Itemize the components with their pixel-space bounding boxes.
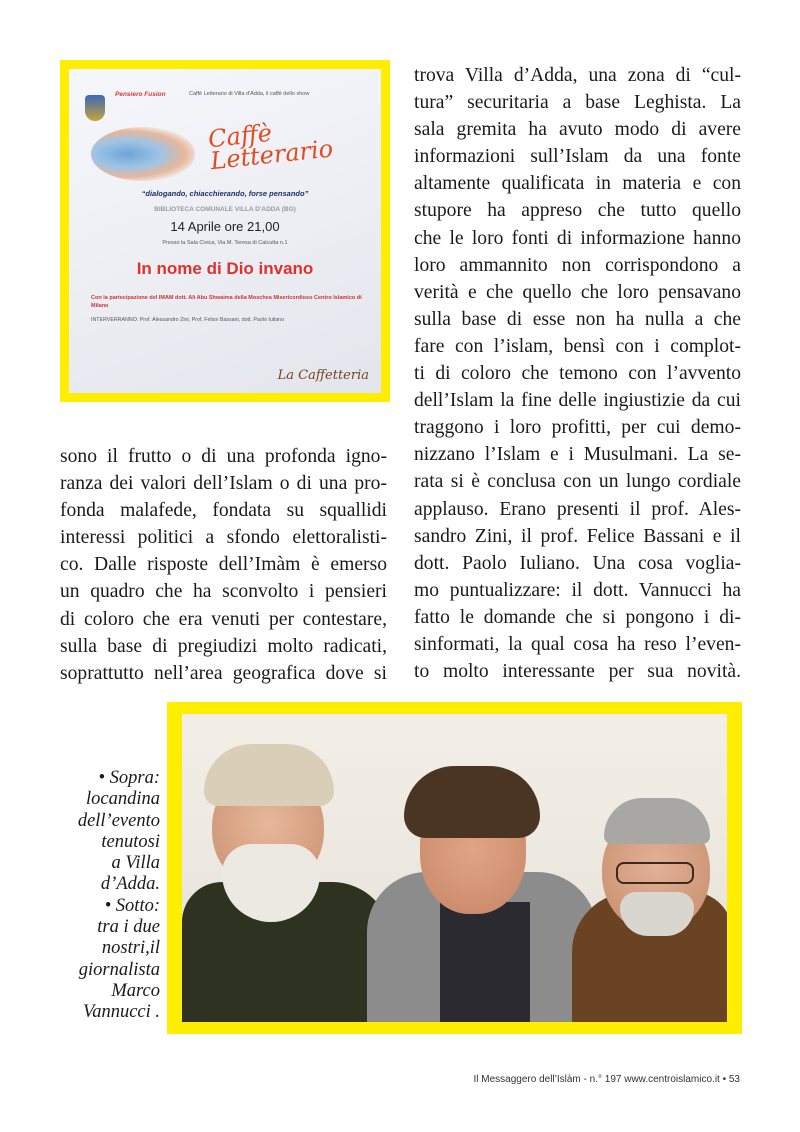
poster-brand: Pensiero Fusion (115, 91, 166, 98)
poster-address: Presso la Sala Civica, Via M. Teresa di Calcutta n.1 (162, 240, 288, 246)
group-photo (182, 714, 727, 1022)
poster-tagline: “dialogando, chiacchierando, forse pensando” (141, 189, 309, 198)
caption-line: d’Adda. (100, 874, 160, 895)
caption-line: • Sotto: (104, 895, 160, 916)
person-left-cap (204, 744, 334, 806)
poster-date: 14 Aprile ore 21,00 (170, 219, 280, 234)
article-line: un quadro che ha sconvolto i pensieri (60, 581, 387, 603)
article-line: mo puntualizzare: il dott. Vannucci ha (414, 579, 741, 601)
article-line: che le loro fonti di informazione hanno (414, 227, 741, 249)
town-crest-icon (85, 95, 105, 121)
poster-event-title: In nome di Dio invano (136, 259, 314, 278)
article-line: soprattutto nell’area geografica dove si (60, 662, 387, 684)
article-line: fatto le domande che si pongono i di- (414, 606, 741, 628)
article-right-column (414, 62, 741, 685)
article-line: sulla base di pregiudizi molto radicati, (60, 635, 387, 657)
article-line: sono il frutto o di una profonda igno- (60, 446, 387, 467)
article-line: verità e che quello che loro pensavano (414, 281, 741, 303)
poster-venue: BIBLIOTECA COMUNALE VILLA D'ADDA (BG) (154, 206, 296, 213)
caption-line: locandina (86, 789, 160, 810)
poster-title: Caffè Letterario (206, 118, 335, 176)
article-line: tura” securitaria a base Leghista. La (414, 92, 741, 114)
poster-participation: Con la partecipazione del IMAM dott. Ali Abu Shwaima della Moschea Misericordioso Centro Islamico di Milano (91, 295, 362, 309)
article-line: fare con l’islam, bensì con i complot- (414, 335, 741, 357)
caption-line: Vannucci . (82, 1002, 160, 1023)
caption-line: tra i due (97, 917, 160, 938)
article-line: loro ammannito non corrispondono a (414, 254, 741, 276)
article-line: sulla base di esse non ha nulla a che (414, 308, 741, 330)
article-line: rata si è conclusa con un lungo cordiale (414, 471, 741, 493)
article-line: co. Dalle risposte dell’Imàm è emerso (60, 554, 387, 576)
person-right-hair (604, 798, 710, 844)
caption-line: dell’evento (77, 810, 160, 831)
article-line: informazioni sull’Islam da una fonte (414, 146, 741, 168)
hands-illustration (91, 127, 195, 181)
group-photo-frame (167, 702, 742, 1034)
caption-line: giornalista (78, 959, 160, 980)
article-line: applauso. Erano presenti il prof. Ales- (414, 498, 741, 520)
event-poster-frame (60, 60, 390, 402)
article-line: to molto interessante per sua novità. (414, 661, 741, 683)
article-line: trova Villa d’Adda, una zona di “cul- (414, 65, 741, 86)
article-left-column (60, 443, 387, 687)
article-line: sala gremita ha avuto modo di avere (414, 119, 741, 141)
event-poster-image (69, 69, 381, 393)
person-right-glasses (616, 862, 694, 884)
poster-speakers: INTERVERRANNO: Prof. Alessandro Zini, Prof. Felice Bassani, dott. Paolo Iuliano (91, 317, 285, 323)
article-line: traggono i loro profitti, per cui demo- (414, 417, 741, 439)
page-footer: Il Messaggero dell’Islàm - n.° 197 www.centroislamico.it • 53 (473, 1074, 740, 1085)
article-line: dott. Paolo Iuliano. Una cosa vogliа- (414, 552, 741, 574)
article-line: di coloro che era venuti per contestare, (60, 608, 387, 630)
article-line: sinformati, la qual cosa ha reso l’even- (414, 633, 741, 655)
article-line: fonda malafede, fondata su squallidi (60, 500, 387, 522)
person-center-hair (404, 766, 540, 838)
caption-line: • Sopra: (98, 768, 160, 788)
article-line: ranza dei valori dell’Islam o di una pro- (60, 473, 387, 495)
article-line: interessi politici a sfondo elettoralisti- (60, 527, 387, 549)
poster-header: Caffè Letterario di Villa d'Adda, il caffè dello show (189, 91, 310, 97)
caption-line: a Villa (111, 853, 160, 874)
person-right-beard (620, 892, 694, 936)
caption-line: tenutosi (101, 831, 160, 852)
article-line: dell’Islam la fine delle ingiustizie da cui (414, 390, 741, 412)
poster-signature: La Caffetteria (277, 368, 369, 383)
article-line: stupore ha appreso che tutto quello (414, 200, 741, 222)
person-center-shirt (440, 902, 530, 1022)
caption-line: Marco (111, 980, 160, 1001)
article-line: ti di coloro che temono con l’avvento (414, 363, 741, 385)
article-line: sandro Zini, il prof. Felice Bassani e il (414, 525, 741, 547)
article-line: nizzano l’Islam e i Musulmani. La se- (414, 444, 741, 466)
photo-caption (60, 768, 160, 1024)
article-line: altamente qualificata in materia e con (414, 173, 741, 195)
caption-line: nostri,il (101, 938, 160, 959)
